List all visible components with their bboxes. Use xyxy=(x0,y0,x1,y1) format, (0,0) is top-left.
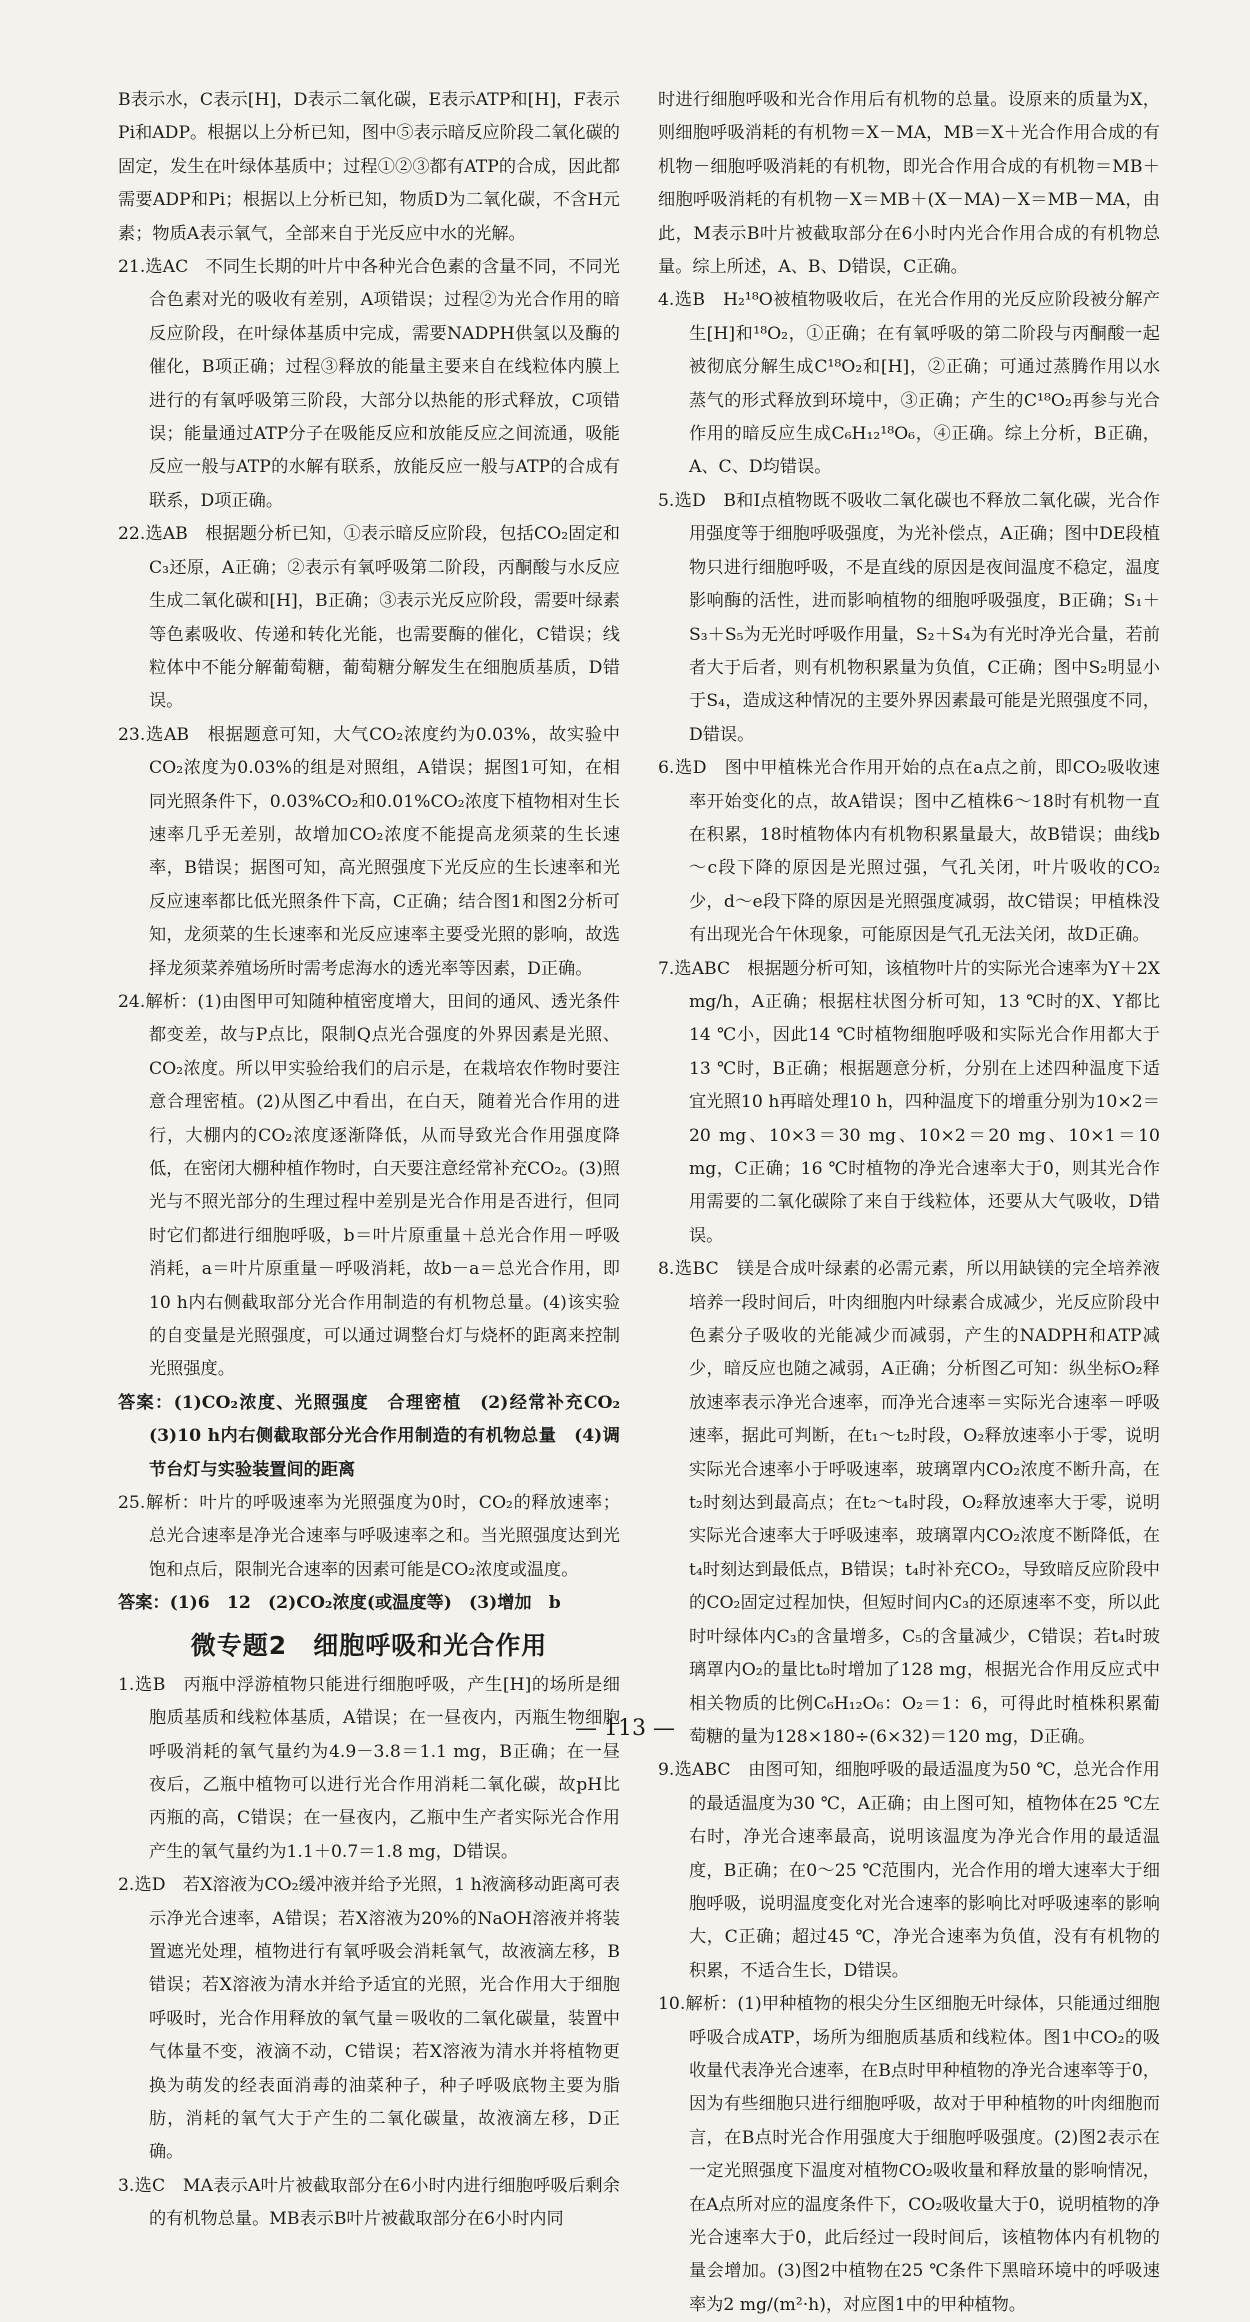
solution-paragraph: 8.选BC 镁是合成叶绿素的必需元素，所以用缺镁的完全培养液培养一段时间后，叶肉细胞内叶绿素合成减少，光反应阶段中色素分子吸收的光能减少而减弱，产生的NADPH和ATP减少，暗反应也随之减弱，A正确；分析图乙可知：纵坐标O₂释放速率表示净光合速率，而净光合速率＝实际光合速率－呼吸速率，据此可判断，在t₁～t₂时段，O₂释放速率小于零，说明实际光合速率小于呼吸速率，玻璃罩内CO₂浓度不断升高，在t₂时刻达到最高点；在t₂～t₄时段，O₂释放速率大于零，说明实际光合速率大于呼吸速率，玻璃罩内CO₂浓度不断降低，在t₄时刻达到最低点，B错误；t₄时补充CO₂，导致暗反应阶段中的CO₂固定过程加快，但短时间内C₃的还原速率不变，所以此时叶绿体内C₃的含量增多，C₅的含量减少，C错误；若t₄时玻璃罩内O₂的量比t₀时增加了128 mg，根据光合作用反应式中相关物质的比例C₆H₁₂O₆：O₂＝1：6，可得此时植株积累葡萄糖的量为128×180÷(6×32)＝120 mg，D正确。 xyxy=(658,1259,1160,1747)
solution-paragraph: 25.解析：叶片的呼吸速率为光照强度为0时，CO₂的释放速率；总光合速率是净光合速率与呼吸速率之和。当光照强度达到光饱和点后，限制光合速率的因素可能是CO₂浓度或温度。 xyxy=(118,1493,620,1580)
solution-paragraph: 7.选ABC 根据题分析可知，该植物叶片的实际光合速率为Y＋2X mg/h，A正确；根据柱状图分析可知，13 ℃时的X、Y都比14 ℃小，因此14 ℃时植物细胞呼吸和实际光合作用都大于13 ℃时，B正确；根据题意分析，分别在上述四种温度下适宜光照10 h再暗处理10 h，四种温度下的增重分别为10×2＝20 mg、10×3＝30 mg、10×2＝20 mg、10×1＝10 mg，C正确；16 ℃时植物的净光合速率大于0，则其光合作用需要的二氧化碳除了来自于线粒体，还要从大气吸收，D错误。 xyxy=(658,958,1160,1246)
page-number: — 113 — xyxy=(575,1716,675,1741)
solution-paragraph: 24.解析：(1)由图甲可知随种植密度增大，田间的通风、透光条件都变差，故与P点比，限制Q点光合强度的外界因素是光照、CO₂浓度。所以甲实验给我们的启示是，在栽培农作物时要注意合理密植。(2)从图乙中看出，在白天，随着光合作用的进行，大棚内的CO₂浓度逐渐降低，从而导致光合作用强度降低，在密闭大棚种植作物时，白天要注意经常补充CO₂。(3)照光与不照光部分的生理过程中差别是光合作用是否进行，但同时它们都进行细胞呼吸，b＝叶片原重量＋总光合作用－呼吸消耗，a＝叶片原重量－呼吸消耗，故b－a＝总光合作用，即10 h内右侧截取部分光合作用制造的有机物总量。(4)该实验的自变量是光照强度，可以通过调整台灯与烧杯的距离来控制光照强度。 xyxy=(118,991,620,1380)
solution-paragraph: 21.选AC 不同生长期的叶片中各种光合色素的含量不同，不同光合色素对光的吸收有差别，A项错误；过程②为光合作用的暗反应阶段，在叶绿体基质中完成，需要NADPH供氢以及酶的催化，B项正确；过程③释放的能量主要来自在线粒体内膜上进行的有氧呼吸第三阶段，大部分以热能的形式释放，C项错误；能量通过ATP分子在吸能反应和放能反应之间流通，吸能反应一般与ATP的水解有联系，放能反应一般与ATP的合成有联系，D项正确。 xyxy=(118,257,620,511)
solution-paragraph: 3.选C MA表示A叶片被截取部分在6小时内进行细胞呼吸后剩余的有机物总量。MB表示B叶片被截取部分在6小时内同 xyxy=(118,2175,620,2230)
solution-paragraph: 10.解析：(1)甲种植物的根尖分生区细胞无叶绿体，只能通过细胞呼吸合成ATP，场所为细胞质基质和线粒体。图1中CO₂的吸收量代表净光合速率，在B点时甲种植物的净光合速率等于0，因为有些细胞只进行细胞呼吸，故对于甲种植物的叶肉细胞而言，在B点时光合作用强度大于细胞呼吸强度。(2)图2表示在一定光照强度下温度对植物CO₂吸收量和释放量的影响情况，在A点所对应的温度条件下，CO₂吸收量大于0，说明植物的净光合速率大于0，此后经过一段时间后，该植物体内有机物的量会增加。(3)图2中植物在25 ℃条件下黑暗环境中的呼吸速率为2 mg/(m²·h)，对应图1中的甲种植物。 xyxy=(658,1994,1160,2315)
solution-paragraph: 23.选AB 根据题意可知，大气CO₂浓度约为0.03%，故实验中CO₂浓度为0.03%的组是对照组，A错误；据图1可知，在相同光照条件下，0.03%CO₂和0.01%CO₂浓度下植物相对生长速率几乎无差别，故增加CO₂浓度不能提高龙须菜的生长速率，B错误；据图可知，高光照强度下光反应的生长速率和光反应速率都比低光照条件下高，C正确；结合图1和图2分析可知，龙须菜的生长速率和光反应速率主要受光照的影响，故选择龙须菜养殖场所时需考虑海水的透光率等因素，D正确。 xyxy=(118,724,620,979)
answer-paragraph: 答案：(1)6 12 (2)CO₂浓度(或温度等) (3)增加 b xyxy=(118,1593,561,1614)
solution-paragraph: B表示水，C表示[H]，D表示二氧化碳，E表示ATP和[H]，F表示Pi和ADP。根据以上分析已知，图中⑤表示暗反应阶段二氧化碳的固定，发生在叶绿体基质中；过程①②③都有ATP的合成，因此都需要ADP和Pi；根据以上分析已知，物质D为二氧化碳，不含H元素；物质A表示氧气，全部来自于光反应中水的光解。 xyxy=(118,90,620,244)
solution-paragraph: 9.选ABC 由图可知，细胞呼吸的最适温度为50 ℃，总光合作用的最适温度为30 ℃，A正确；由上图可知，植物体在25 ℃左右时，净光合速率最高，说明该温度为净光合作用的最适温度，B正确；在0～25 ℃范围内，光合作用的增大速率大于细胞呼吸，说明温度变化对光合速率的影响比对呼吸速率的影响大，C正确；超过45 ℃，净光合速率为负值，没有有机物的积累，不适合生长，D错误。 xyxy=(658,1760,1160,1981)
solution-paragraph: 6.选D 图中甲植株光合作用开始的点在a点之前，即CO₂吸收速率开始变化的点，故A错误；图中乙植株6～18时有机物一直在积累，18时植物体内有机物积累量最大，故B错误；曲线b～c段下降的原因是光照过强，气孔关闭，叶片吸收的CO₂少，d～e段下降的原因是光照强度减弱，故C错误；甲植株没有出现光合午休现象，可能原因是气孔无法关闭，故D正确。 xyxy=(658,758,1160,946)
solution-paragraph: 4.选B H₂¹⁸O被植物吸收后，在光合作用的光反应阶段被分解产生[H]和¹⁸O₂，①正确；在有氧呼吸的第二阶段与丙酮酸一起被彻底分解生成C¹⁸O₂和[H]，②正确；可通过蒸腾作用以水蒸气的形式释放到环境中，③正确；产生的C¹⁸O₂再参与光合作用的暗反应生成C₆H₁₂¹⁸O₆，④正确。综上分析，B正确，A、C、D均错误。 xyxy=(658,290,1160,478)
solution-paragraph: 22.选AB 根据题分析已知，①表示暗反应阶段，包括CO₂固定和C₃还原，A正确；②表示有氧呼吸第二阶段，丙酮酸与水反应生成二氧化碳和[H]，B正确；③表示光反应阶段，需要叶绿素等色素吸收、传递和转化光能，也需要酶的催化，C错误；线粒体中不能分解葡萄糖，葡萄糖分解发生在细胞质基质，D错误。 xyxy=(118,524,620,712)
solution-paragraph: 5.选D B和I点植物既不吸收二氧化碳也不释放二氧化碳，光合作用强度等于细胞呼吸强度，为光补偿点，A正确；图中DE段植物只进行细胞呼吸，不是直线的原因是夜间温度不稳定，温度影响酶的活性，进而影响植物的细胞呼吸强度，B正确；S₁＋S₃＋S₅为无光时呼吸作用量，S₂＋S₄为有光时净光合量，若前者大于后者，则有机物积累量为负值，C正确；图中S₂明显小于S₄，造成这种情况的主要外界因素最可能是光照强度不同，D错误。 xyxy=(658,490,1160,745)
right-column xyxy=(658,84,1160,2322)
solution-paragraph: 1.选B 丙瓶中浮游植物只能进行细胞呼吸，产生[H]的场所是细胞质基质和线粒体基质，A错误；在一昼夜内，丙瓶生物细胞呼吸消耗的氧气量约为4.9－3.8＝1.1 mg，B正确；在一昼夜后，乙瓶中植物可以进行光合作用消耗二氧化碳，故pH比丙瓶的高，C错误；在一昼夜内，乙瓶中生产者实际光合作用产生的氧气量约为1.1＋0.7＝1.8 mg，D错误。 xyxy=(118,1674,620,1862)
solution-paragraph: 时进行细胞呼吸和光合作用后有机物的总量。设原来的质量为X，则细胞呼吸消耗的有机物＝X－MA，MB＝X＋光合作用合成的有机物－细胞呼吸消耗的有机物，即光合作用合成的有机物＝MB＋细胞呼吸消耗的有机物－X＝MB＋(X－MA)－X＝MB－MA，由此，M表示B叶片被截取部分在6小时内光合作用合成的有机物总量。综上所述，A、B、D错误，C正确。 xyxy=(658,90,1160,278)
solution-paragraph: 2.选D 若X溶液为CO₂缓冲液并给予光照，1 h液滴移动距离可表示净光合速率，A错误；若X溶液为20%的NaOH溶液并将装置遮光处理，植物进行有氧呼吸会消耗氧气，故液滴左移，B错误；若X溶液为清水并给予适宜的光照，光合作用大于细胞呼吸时，光合作用释放的氧气量＝吸收的二氧化碳量，装置中气体量不变，液滴不动，C错误；若X溶液为清水并将植物更换为萌发的经表面消毒的油菜种子，种子呼吸底物主要为脂肪，消耗的氧气大于产生的二氧化碳量，故液滴左移，D正确。 xyxy=(118,1875,620,2163)
answer-paragraph: 答案：(1)CO₂浓度、光照强度 合理密植 (2)经常补充CO₂ (3)10 h内右侧截取部分光合作用制造的有机物总量 (4)调节台灯与实验装置间的距离 xyxy=(118,1392,638,1480)
section-title: 微专题2 细胞呼吸和光合作用 xyxy=(190,1630,548,1660)
